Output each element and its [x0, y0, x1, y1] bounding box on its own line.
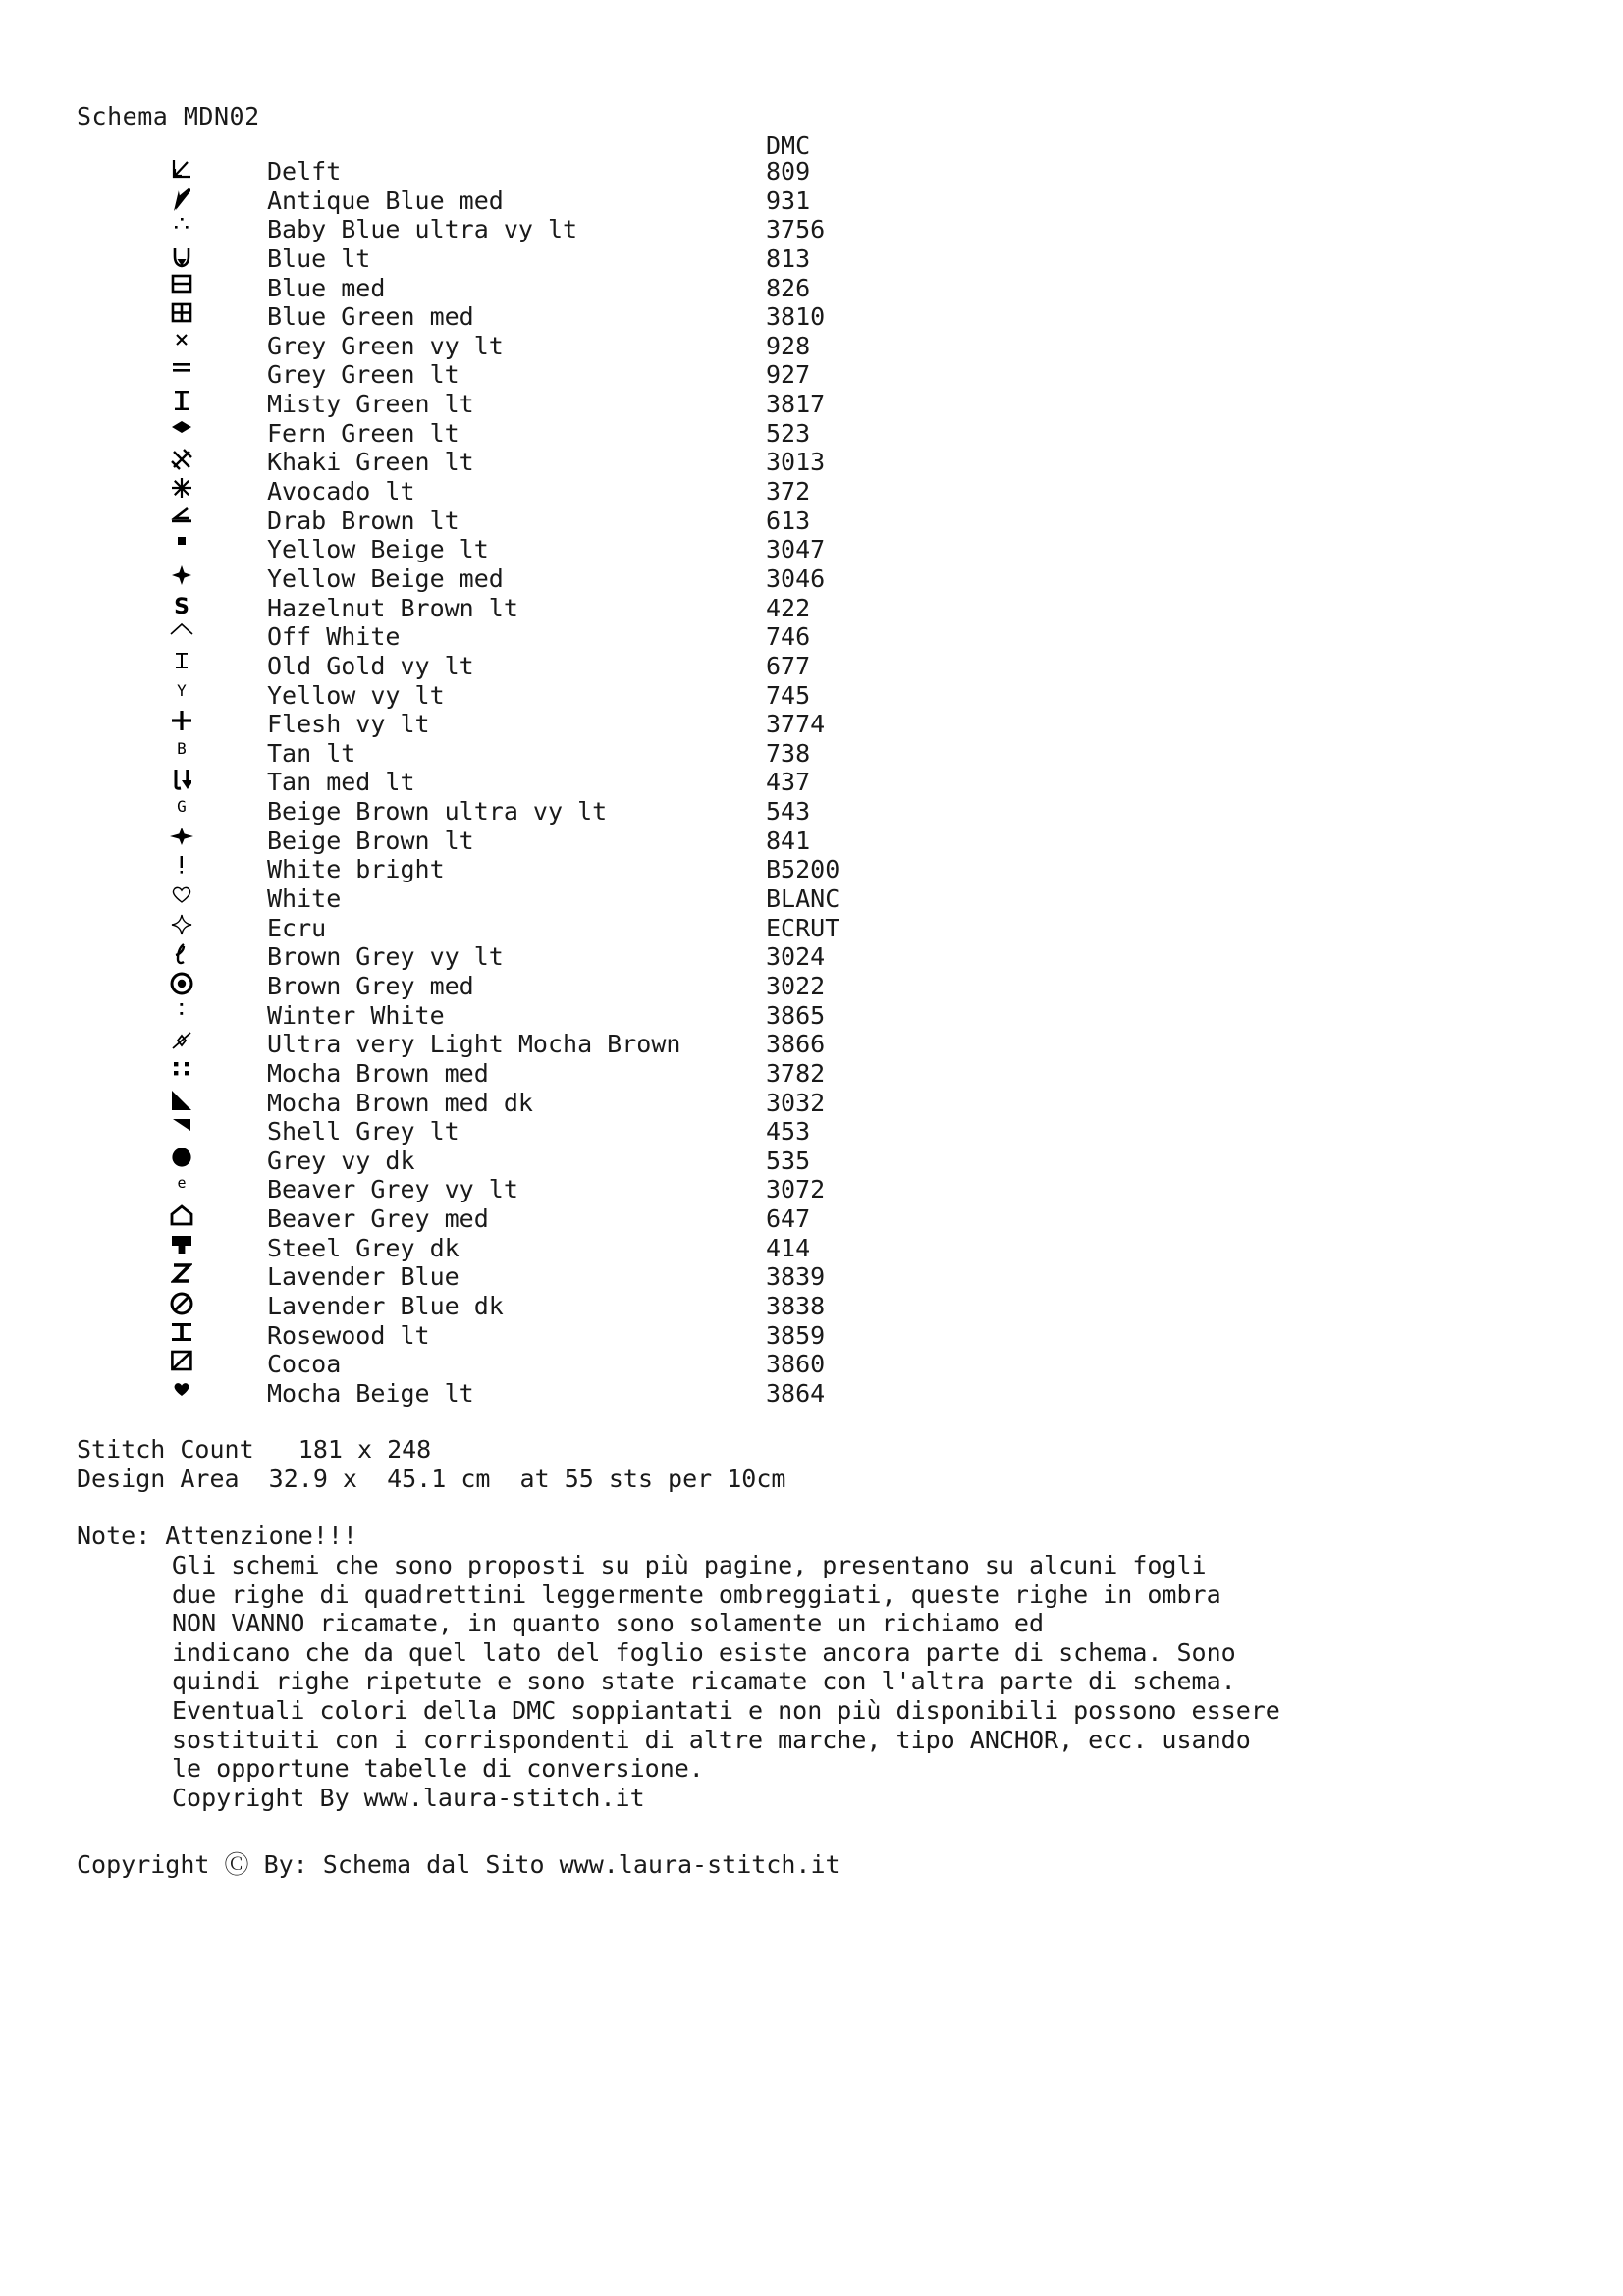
dmc-code: 3022 [766, 971, 826, 1000]
dmc-code: 931 [766, 186, 811, 215]
color-name: Beige Brown lt [267, 826, 474, 855]
down-arrow-hook-icon [147, 768, 216, 797]
color-name: Blue lt [267, 243, 371, 273]
legend-row [0, 594, 1623, 623]
split-rectangle-icon [147, 274, 216, 303]
legend-row [0, 302, 1623, 332]
dmc-code: 3838 [766, 1291, 826, 1320]
color-name: Mocha Brown med dk [267, 1088, 533, 1117]
dmc-code: 437 [766, 768, 811, 797]
color-name: Yellow vy lt [267, 680, 445, 710]
dmc-code: 372 [766, 477, 811, 507]
dmc-code: 738 [766, 738, 811, 768]
page-title: Schema MDN02 [77, 102, 260, 131]
color-name: Blue Green med [267, 302, 474, 332]
dmc-code: 826 [766, 273, 811, 302]
color-name: Khaki Green lt [267, 448, 474, 477]
legend-row [0, 1321, 1623, 1351]
dmc-code: 414 [766, 1233, 811, 1262]
legend-row [0, 972, 1623, 1001]
note-line: indicano che da quel lato del foglio esiste ancora parte di schema. Sono [172, 1637, 1236, 1667]
color-name: Yellow Beige med [267, 563, 504, 593]
color-name: Ultra very Light Mocha Brown [267, 1030, 681, 1059]
filled-four-point-star-icon [147, 827, 216, 856]
note-line: sostituiti con i corrispondenti di altre marche, tipo ANCHOR, ecc. usando [172, 1725, 1251, 1754]
color-name: Brown Grey med [267, 971, 474, 1000]
capital-i-serif-icon [147, 390, 216, 419]
dmc-code: 927 [766, 360, 811, 390]
note-line: le opportune tabelle di conversione. [172, 1754, 704, 1784]
letter-y-icon [147, 681, 216, 711]
caret-up-outline-icon [147, 622, 216, 652]
color-name: Beaver Grey med [267, 1204, 489, 1234]
color-name: Rosewood lt [267, 1320, 430, 1350]
right-triangle-large-icon [147, 1089, 216, 1118]
slashed-diamond-icon [147, 1030, 216, 1059]
dmc-code: 3782 [766, 1058, 826, 1088]
color-name: Beaver Grey vy lt [267, 1175, 518, 1204]
note-heading: Note: Attenzione!!! [77, 1522, 357, 1550]
note-line: Gli schemi che sono proposti su più pagine, presentano su alcuni fogli [172, 1551, 1207, 1579]
house-pentagon-outline-icon [147, 1204, 216, 1234]
legend-row [0, 1147, 1623, 1176]
dmc-code: 3013 [766, 448, 826, 477]
script-l-icon [147, 942, 216, 972]
dmc-code: 3859 [766, 1320, 826, 1350]
color-name: Winter White [267, 1000, 445, 1030]
legend-row [0, 1089, 1623, 1118]
color-name: Drab Brown lt [267, 506, 460, 535]
legend-row [0, 622, 1623, 652]
legend-row [0, 419, 1623, 449]
dmc-code: 3756 [766, 215, 826, 244]
legend-row [0, 1030, 1623, 1059]
color-name: Steel Grey dk [267, 1233, 460, 1262]
dmc-code: 535 [766, 1146, 811, 1175]
color-name: Grey Green vy lt [267, 331, 504, 360]
slashed-circle-icon [147, 1292, 216, 1321]
right-triangle-small-icon [147, 1117, 216, 1147]
dmc-code: 3046 [766, 563, 826, 593]
diagonal-arrow-down-left-icon [147, 157, 216, 187]
heart-outline-icon [147, 884, 216, 914]
dmc-code: 677 [766, 651, 811, 680]
letter-z-bold-icon [147, 1262, 216, 1292]
dmc-code: 745 [766, 680, 811, 710]
dmc-code: 543 [766, 797, 811, 827]
svg-text:B: B [177, 738, 187, 757]
color-name: Flesh vy lt [267, 710, 430, 739]
dmc-column-header: DMC [766, 132, 811, 160]
svg-text:e: e [177, 1175, 187, 1192]
color-name: Mocha Brown med [267, 1058, 489, 1088]
equals-icon [147, 360, 216, 390]
dmc-code: 3810 [766, 302, 826, 332]
filled-circle-icon [147, 1147, 216, 1176]
dmc-code: B5200 [766, 855, 840, 884]
legend-row [0, 652, 1623, 681]
svg-text:G: G [177, 797, 187, 816]
dmc-code: 3866 [766, 1030, 826, 1059]
dmc-code: 3864 [766, 1378, 826, 1408]
color-name: Brown Grey vy lt [267, 942, 504, 972]
note-line: Copyright By www.laura-stitch.it [172, 1783, 645, 1812]
dmc-code: 3860 [766, 1350, 826, 1379]
color-name: Mocha Beige lt [267, 1378, 474, 1408]
letter-e-icon [147, 1175, 216, 1204]
dmc-code: ECRUT [766, 913, 840, 942]
color-name: Old Gold vy lt [267, 651, 474, 680]
four-dots-square-icon [147, 1059, 216, 1089]
legend-row [0, 739, 1623, 769]
dmc-code: 3047 [766, 535, 826, 564]
legend-row [0, 710, 1623, 739]
legend-row [0, 827, 1623, 856]
note-line: due righe di quadrettini leggermente ombreggiati, queste righe in ombra [172, 1579, 1221, 1609]
svg-text:Y: Y [177, 680, 187, 699]
dmc-code: 3032 [766, 1088, 826, 1117]
angle-corner-icon [147, 507, 216, 536]
color-name: Misty Green lt [267, 390, 474, 419]
filled-diamond-icon [147, 419, 216, 449]
dmc-code: 613 [766, 506, 811, 535]
dmc-code: 809 [766, 157, 811, 186]
three-dots-triangle-icon [147, 215, 216, 244]
legend-row [0, 884, 1623, 914]
legend-row [0, 1350, 1623, 1379]
legend-row [0, 681, 1623, 711]
color-name: Ecru [267, 913, 327, 942]
filled-t-block-icon [147, 1234, 216, 1263]
color-name: Delft [267, 157, 342, 186]
legend-row [0, 1379, 1623, 1409]
copyright-footer: Copyright Ⓒ By: Schema dal Sito www.laura-stitch.it [77, 1850, 840, 1879]
bullseye-icon [147, 972, 216, 1001]
legend-row [0, 1292, 1623, 1321]
legend-row [0, 477, 1623, 507]
color-name: Tan lt [267, 738, 356, 768]
letter-b-icon [147, 739, 216, 769]
legend-row [0, 1204, 1623, 1234]
legend-row [0, 507, 1623, 536]
filled-heart-icon [147, 1379, 216, 1409]
color-name: Fern Green lt [267, 418, 460, 448]
legend-row [0, 942, 1623, 972]
legend-row [0, 448, 1623, 477]
note-line: quindi righe ripetute e sono state ricamate con l'altra parte di schema. [172, 1667, 1236, 1696]
dmc-code: 3839 [766, 1262, 826, 1292]
dmc-code: 3817 [766, 390, 826, 419]
letter-s-bold-icon [147, 594, 216, 623]
dmc-code: 453 [766, 1117, 811, 1147]
legend-row [0, 274, 1623, 303]
legend-row [0, 535, 1623, 564]
dmc-code: 3072 [766, 1175, 826, 1204]
stitch-stats [77, 1435, 785, 1493]
small-x-icon [147, 332, 216, 361]
note-line: NON VANNO ricamate, in quanto sono solamente un richiamo ed [172, 1609, 1045, 1638]
legend-row [0, 1234, 1623, 1263]
color-name: Hazelnut Brown lt [267, 593, 518, 622]
color-name: Grey vy dk [267, 1146, 415, 1175]
legend-row [0, 244, 1623, 274]
color-name: Lavender Blue dk [267, 1291, 504, 1320]
dmc-code: 746 [766, 622, 811, 652]
dmc-code: 3024 [766, 942, 826, 972]
exclamation-icon [147, 855, 216, 884]
capital-i-beam-icon [147, 1321, 216, 1351]
slashed-square-icon [147, 1350, 216, 1379]
legend-row [0, 157, 1623, 187]
four-pane-window-icon [147, 302, 216, 332]
dmc-code: 841 [766, 826, 811, 855]
filled-arrow-up-right-icon [147, 187, 216, 216]
legend-row [0, 797, 1623, 827]
legend-row [0, 187, 1623, 216]
color-name: Beige Brown ultra vy lt [267, 797, 608, 827]
dmc-code: 928 [766, 331, 811, 360]
color-name: Baby Blue ultra vy lt [267, 215, 578, 244]
svg-text:S: S [174, 594, 189, 617]
legend-row [0, 564, 1623, 594]
letter-g-icon [147, 797, 216, 827]
dmc-code: BLANC [766, 884, 840, 914]
color-name: Tan med lt [267, 768, 415, 797]
legend-row [0, 768, 1623, 797]
legend-row [0, 914, 1623, 943]
legend-row [0, 332, 1623, 361]
legend-row [0, 215, 1623, 244]
small-filled-square-icon [147, 535, 216, 564]
dmc-code: 422 [766, 593, 811, 622]
note-body [172, 1551, 1280, 1812]
legend-row [0, 1001, 1623, 1031]
plus-icon [147, 710, 216, 739]
legend-row [0, 390, 1623, 419]
stitch-count-line: Stitch Count 181 x 248 [77, 1435, 432, 1464]
color-name: Grey Green lt [267, 360, 460, 390]
color-name: Yellow Beige lt [267, 535, 489, 564]
letter-i-icon [147, 652, 216, 681]
note-line: Eventuali colori della DMC soppiantati e non più disponibili possono essere [172, 1695, 1280, 1725]
dmc-code: 523 [766, 418, 811, 448]
color-name: White bright [267, 855, 445, 884]
bold-plus-icon [147, 564, 216, 594]
double-slash-x-icon [147, 448, 216, 477]
legend-row [0, 1175, 1623, 1204]
colon-dots-icon [147, 1001, 216, 1031]
asterisk-star-icon [147, 477, 216, 507]
color-name: Shell Grey lt [267, 1117, 460, 1147]
diamond-outline-icon [147, 914, 216, 943]
color-name: Antique Blue med [267, 186, 504, 215]
color-legend-table [0, 157, 1623, 1409]
legend-row [0, 360, 1623, 390]
legend-row [0, 1059, 1623, 1089]
dmc-code: 3774 [766, 710, 826, 739]
legend-row [0, 1262, 1623, 1292]
legend-row [0, 855, 1623, 884]
dmc-code: 647 [766, 1204, 811, 1234]
color-name: Avocado lt [267, 477, 415, 507]
design-area-line: Design Area 32.9 x 45.1 cm at 55 sts per 10cm [77, 1464, 786, 1493]
legend-row [0, 1117, 1623, 1147]
color-name: Off White [267, 622, 401, 652]
down-chevron-u-icon [147, 244, 216, 274]
dmc-code: 813 [766, 243, 811, 273]
color-name: White [267, 884, 342, 914]
dmc-code: 3865 [766, 1000, 826, 1030]
color-name: Blue med [267, 273, 386, 302]
color-name: Lavender Blue [267, 1262, 460, 1292]
color-name: Cocoa [267, 1350, 342, 1379]
